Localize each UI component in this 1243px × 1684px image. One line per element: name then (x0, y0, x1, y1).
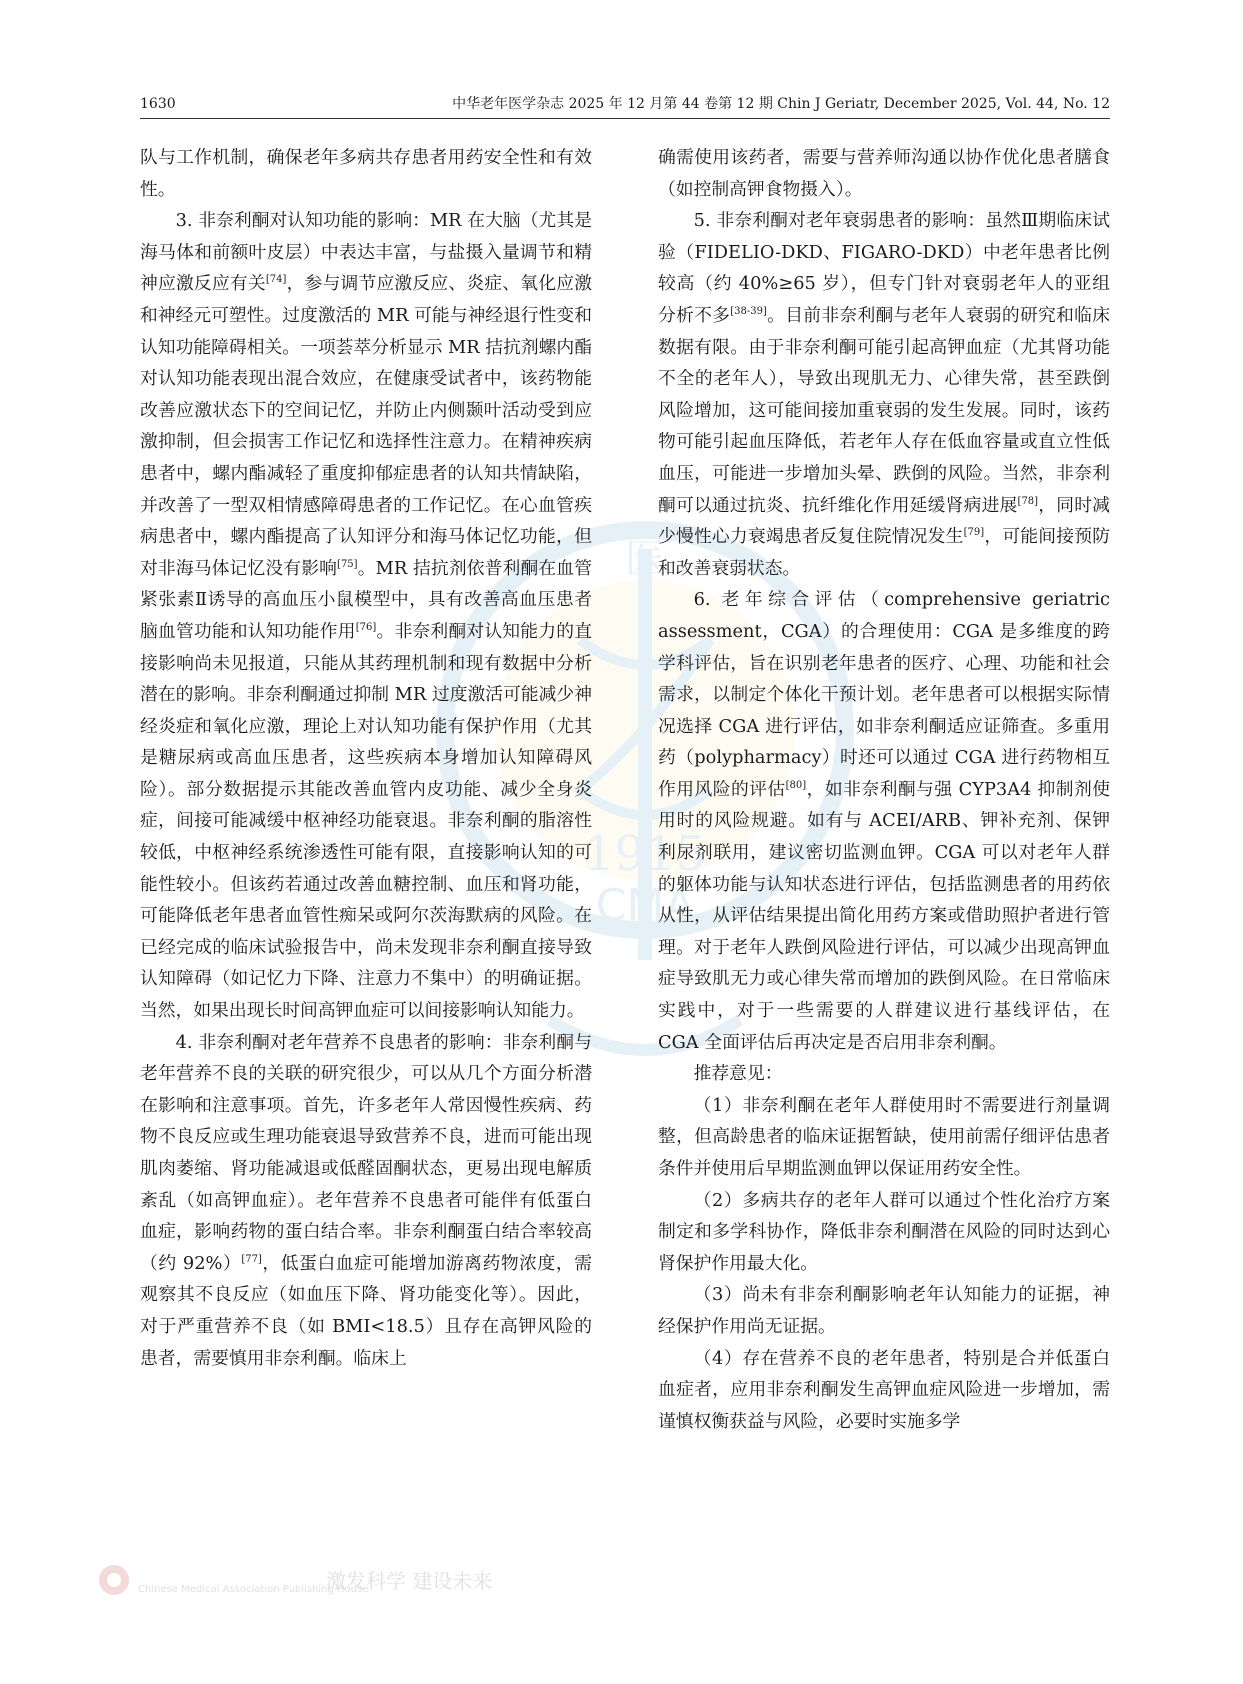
section-frailty (658, 205, 1110, 584)
citation-ref: [77] (241, 1253, 262, 1265)
recommendation-item: （2）多病共存的老年人群可以通过个性化治疗方案制定和多学科协作，降低非奈利酮潜在风险的同时达到心肾保护作用最大化。 (658, 1189, 1110, 1274)
publisher-logo (96, 1560, 596, 1600)
watermark-cma: CMA (595, 880, 695, 931)
text-run: ，可能间接预防和改善衰弱状态。 (658, 526, 1110, 579)
publisher-name: Chinese Medical Association Publishing House (138, 1584, 369, 1595)
paragraph-continued: 确需使用该药者，需要与营养师沟通以协作优化患者膳食（如控制高钾食物摄入）。 (658, 147, 1110, 200)
citation-ref: [75] (337, 558, 358, 570)
citation-ref: [78] (1017, 495, 1039, 507)
text-run: ，同时减少慢性心力衰竭患者反复住院情况发生 (658, 494, 1110, 548)
citation-ref: [80] (785, 779, 807, 791)
section-cga (658, 584, 1110, 1058)
recommendation-item: （4）存在营养不良的老年患者，特别是合并低蛋白血症者，应用非奈利酮发生高钾血症风险进一步增加，需谨慎权衡获益与风险，必要时实施多学 (658, 1347, 1110, 1432)
citation-ref: [38-39] (730, 305, 767, 317)
left-column (140, 142, 592, 1374)
watermark-year: 1915 (583, 826, 707, 882)
running-header (140, 94, 1110, 119)
publisher-slogan: 激发科学 建设未来 (326, 1569, 493, 1593)
text-run: 。目前非奈利酮与老年人衰弱的研究和临床数据有限。由于非奈利酮可能引起高钾血症（尤其肾功能不全的老年人），导致出现肌无力、心律失常，甚至跌倒风险增加，这可能间接加重衰弱的发生发展。同时，该药物可能引起血压降低，若老年人存在低血容量或直立性低血压，可能进一步增加头晕、跌倒的风险。当然，非奈利酮可以通过抗炎、抗纤维化作用延缓肾病进展 (658, 304, 1110, 516)
page-number: 1630 (140, 96, 176, 112)
text-run: 3. 非奈利酮对认知功能的影响：MR 在大脑（尤其是海马体和前额叶皮层）中表达丰富，与盐摄入量调节和精神应激反应有关 (140, 210, 592, 295)
text-run: 5. 非奈利酮对老年衰弱患者的影响：虽然Ⅲ期临床试验（FIDELIO-DKD、FIGARO-DKD）中老年患者比例较高（约 40%≥65 岁），但专门针对衰弱老年人的亚组分析不多 (658, 210, 1110, 326)
text-run: 6. 老年综合评估（comprehensive geriatric assessment，CGA）的合理使用：CGA 是多维度的跨学科评估，旨在识别老年患者的医疗、心理、功能和社会需求，以制定个体化干预计划。老年患者可以根据实际情况选择 CGA 进行评估，如非奈利酮适应证筛查。多重用药（polypharmacy）时还可以通过 CGA 进行药物相互作用风险的评估 (658, 589, 1110, 800)
watermark-char: 医 (625, 536, 665, 582)
section-cognition (140, 205, 592, 1026)
citation-ref: [76] (355, 621, 377, 633)
text-run: ，如非奈利酮与强 CYP3A4 抑制剂使用时的风险规避。如有与 ACEI/ARB、钾补充剂、保钾利尿剂联用，建议密切监测血钾。CGA 可以对老年人群的躯体功能与认知状态进行评估，包括监测患者的用药依从性，从评估结果提出简化用药方案或借助照护者进行管理。对于老年人跌倒风险进行评估，可以减少出现高钾血症导致肌无力或心律失常而增加的跌倒风险。在日常临床实践中，对于一些需要的人群建议进行基线评估，在 CGA 全面评估后再决定是否启用非奈利酮。 (658, 778, 1110, 1053)
text-run: 。非奈利酮对认知能力的直接影响尚未见报道，只能从其药理机制和现有数据中分析潜在的影响。非奈利酮通过抑制 MR 过度激活可能减少神经炎症和氧化应激，理论上对认知功能有保护作用（尤其是糖尿病或高血压患者，这些疾病本身增加认知障碍风险）。部分数据提示其能改善血管内皮功能、减少全身炎症，间接可能减缓中枢神经功能衰退。非奈利酮的脂溶性较低，中枢神经系统渗透性可能有限，直接影响认知的可能性较小。但该药若通过改善血糖控制、血压和肾功能，可能降低老年患者血管性痴呆或阿尔茨海默病的风险。在已经完成的临床试验报告中，尚未发现非奈利酮直接导致认知障碍（如记忆力下降、注意力不集中）的明确证据。当然，如果出现长时间高钾血症可以间接影响认知能力。 (140, 620, 592, 1022)
right-column (658, 142, 1110, 1437)
paragraph-continued: 队与工作机制，确保老年多病共存患者用药安全性和有效性。 (140, 147, 592, 200)
text-run: ，参与调节应激反应、炎症、氧化应激和神经元可塑性。过度激活的 MR 可能与神经退行性变和认知功能障碍相关。一项荟萃分析显示 MR 拮抗剂螺内酯对认知功能表现出混合效应，在健康受试者中，该药物能改善应激状态下的空间记忆，并防止内侧颞叶活动受到应激抑制，但会损害工作记忆和选择性注意力。在精神疾病患者中，螺内酯减轻了重度抑郁症患者的认知共情缺陷，并改善了一型双相情感障碍患者的工作记忆。在心血管疾病患者中，螺内酯提高了认知评分和海马体记忆功能，但对非海马体记忆没有影响 (140, 273, 592, 579)
recommendation-item: （1）非奈利酮在老年人群使用时不需要进行剂量调整，但高龄患者的临床证据暂缺，使用前需仔细评估患者条件并使用后早期监测血钾以保证用药安全性。 (658, 1094, 1110, 1179)
text-run: ，低蛋白血症可能增加游离药物浓度，需观察其不良反应（如血压下降、肾功能变化等）。因此，对于严重营养不良（如 BMI<18.5）且存在高钾风险的患者，需要慎用非奈利酮。临床上 (140, 1252, 592, 1369)
recommendation-item: （3）尚未有非奈利酮影响老年认知能力的证据，神经保护作用尚无证据。 (658, 1284, 1110, 1337)
text-run: 4. 非奈利酮对老年营养不良患者的影响：非奈利酮与老年营养不良的关联的研究很少，可以从几个方面分析潜在影响和注意事项。首先，许多老年人常因慢性疾病、药物不良反应或生理功能衰退导致营养不良，进而可能出现肌肉萎缩、肾功能减退或低醛固酮状态，更易出现电解质紊乱（如高钾血症）。老年营养不良患者可能伴有低蛋白血症，影响药物的蛋白结合率。非奈利酮蛋白结合率较高（约 92%） (140, 1031, 592, 1274)
citation-ref: [79] (963, 527, 985, 539)
section-malnutrition (140, 1027, 592, 1375)
recommendations-title: 推荐意见： (693, 1063, 783, 1085)
journal-citation: 中华老年医学杂志 2025 年 12 月第 44 卷第 12 期 Chin J Geriatr, December 2025, Vol. 44, No. 12 (452, 96, 1110, 112)
citation-ref: [74] (265, 274, 287, 286)
text-run: 。MR 拮抗剂依普利酮在血管紧张素Ⅱ诱导的高血压小鼠模型中，具有改善高血压患者脑血管功能和认知功能作用 (140, 557, 592, 642)
